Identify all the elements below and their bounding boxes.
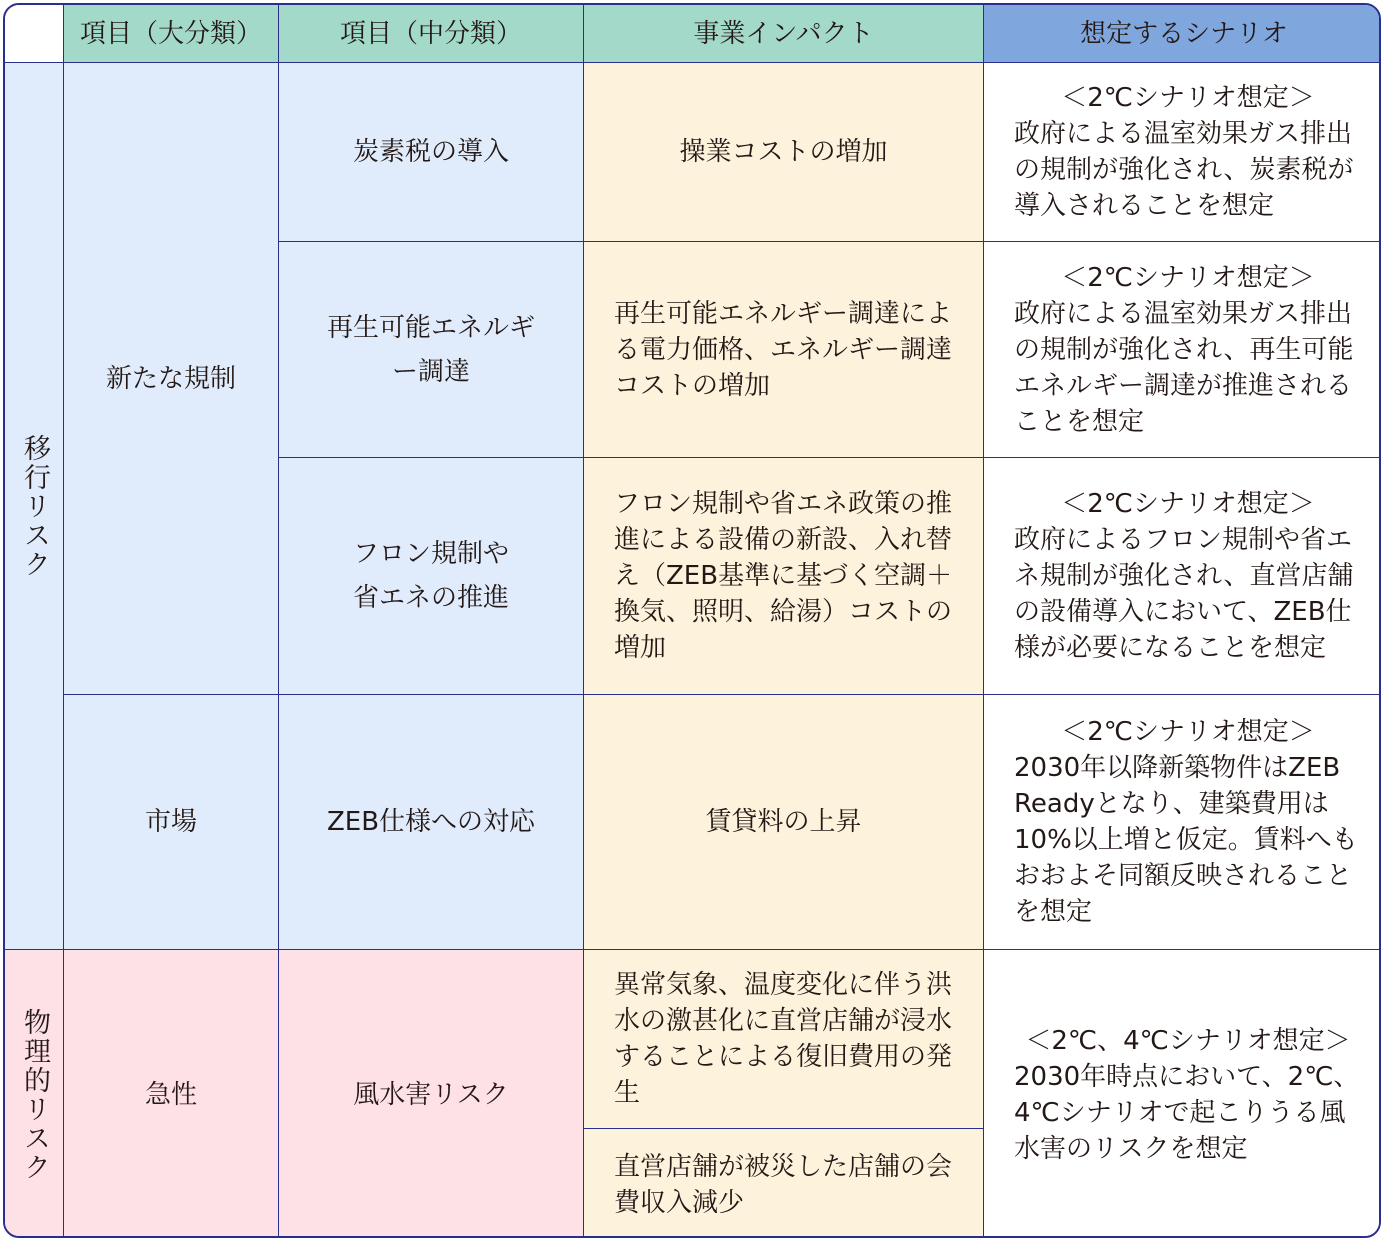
middle-item-freon-energy-saving-label: フロン規制や省エネの推進 — [352, 539, 509, 613]
scenario-carbon-tax-tag: ＜2℃シナリオ想定＞ — [1061, 83, 1315, 113]
scenario-zeb-spec-tag: ＜2℃シナリオ想定＞ — [1061, 717, 1315, 747]
impact-electricity-price-text: 再生可能エネルギー調達による電力価格、エネルギー調達コストの増加 — [614, 298, 953, 401]
impact-rent-increase-text: 賃貸料の上昇 — [705, 807, 862, 837]
impact-operating-cost-text: 操業コストの増加 — [679, 137, 888, 167]
header-corner — [5, 5, 64, 63]
major-item-acute-label: 急性 — [144, 1080, 197, 1110]
scenario-flood-risk-tag: ＜2℃、4℃シナリオ想定＞ — [1025, 1026, 1351, 1056]
header-middle-category: 項目（中分類） — [279, 5, 584, 63]
middle-item-freon-energy-saving — [279, 458, 584, 695]
scenario-flood-risk-body: 2030年時点において、2℃、4℃シナリオで起こりうる風水害のリスクを想定 — [1014, 1062, 1360, 1164]
scenario-freon-energy-saving-body: 政府によるフロン規制や省エネ規制が強化され、直営店舗の設備導入において、ZEB仕様が必要になることを想定 — [1014, 525, 1354, 663]
risk-category-physical-label: 物理的リスク — [19, 1008, 50, 1182]
scenario-zeb-spec — [984, 695, 1381, 950]
scenario-renewable-energy-tag: ＜2℃シナリオ想定＞ — [1061, 262, 1315, 293]
major-item-new-regulation-label: 新たな規制 — [105, 363, 236, 394]
header-scenario: 想定するシナリオ — [984, 5, 1381, 63]
major-item-new-regulation — [64, 63, 279, 695]
impact-membership-revenue — [584, 1129, 984, 1238]
scenario-flood-risk — [984, 950, 1381, 1238]
impact-equipment-cost — [584, 458, 984, 695]
impact-rent-increase — [584, 695, 984, 950]
impact-operating-cost — [584, 63, 984, 242]
impact-electricity-price — [584, 242, 984, 458]
impact-recovery-cost-text: 異常気象、温度変化に伴う洪水の激甚化に直営店舗が浸水することによる復旧費用の発生 — [614, 970, 953, 1108]
middle-item-zeb-spec-label: ZEB仕様への対応 — [326, 807, 536, 837]
risk-category-physical — [5, 950, 64, 1238]
major-item-market — [64, 695, 279, 950]
middle-item-flood-risk — [279, 950, 584, 1238]
scenario-freon-energy-saving — [984, 458, 1381, 695]
middle-item-flood-risk-label: 風水害リスク — [353, 1080, 509, 1110]
impact-equipment-cost-text: フロン規制や省エネ政策の推進による設備の新設、入れ替え（ZEB基準に基づく空調＋換気、照明、給湯）コストの増加 — [614, 489, 953, 663]
middle-item-carbon-tax — [279, 63, 584, 242]
major-item-acute — [64, 950, 279, 1238]
major-item-market-label: 市場 — [144, 807, 197, 837]
risk-category-transition-label: 移行リスク — [19, 433, 50, 579]
risk-scenario-table — [3, 3, 1381, 1238]
risk-category-transition — [5, 63, 64, 950]
middle-item-renewable-energy-label: 再生可能エネルギー調達 — [326, 312, 535, 387]
scenario-renewable-energy-body: 政府による温室効果ガス排出の規制が強化され、再生可能エネルギー調達が推進されることを想定 — [1014, 298, 1354, 437]
scenario-freon-energy-saving-tag: ＜2℃シナリオ想定＞ — [1061, 489, 1315, 519]
scenario-renewable-energy — [984, 242, 1381, 458]
middle-item-zeb-spec — [279, 695, 584, 950]
scenario-carbon-tax-body: 政府による温室効果ガス排出の規制が強化され、炭素税が導入されることを想定 — [1014, 119, 1354, 221]
scenario-carbon-tax — [984, 63, 1381, 242]
middle-item-renewable-energy — [279, 242, 584, 458]
scenario-zeb-spec-body: 2030年以降新築物件はZEB Readyとなり、建築費用は10%以上増と仮定。賃料へもおおよそ同額反映されることを想定 — [1014, 753, 1358, 927]
header-major-category: 項目（大分類） — [64, 5, 279, 63]
impact-recovery-cost — [584, 950, 984, 1129]
header-business-impact: 事業インパクト — [584, 5, 984, 63]
middle-item-carbon-tax-label: 炭素税の導入 — [352, 137, 509, 167]
impact-membership-revenue-text: 直営店舗が被災した店舗の会費収入減少 — [614, 1151, 953, 1218]
